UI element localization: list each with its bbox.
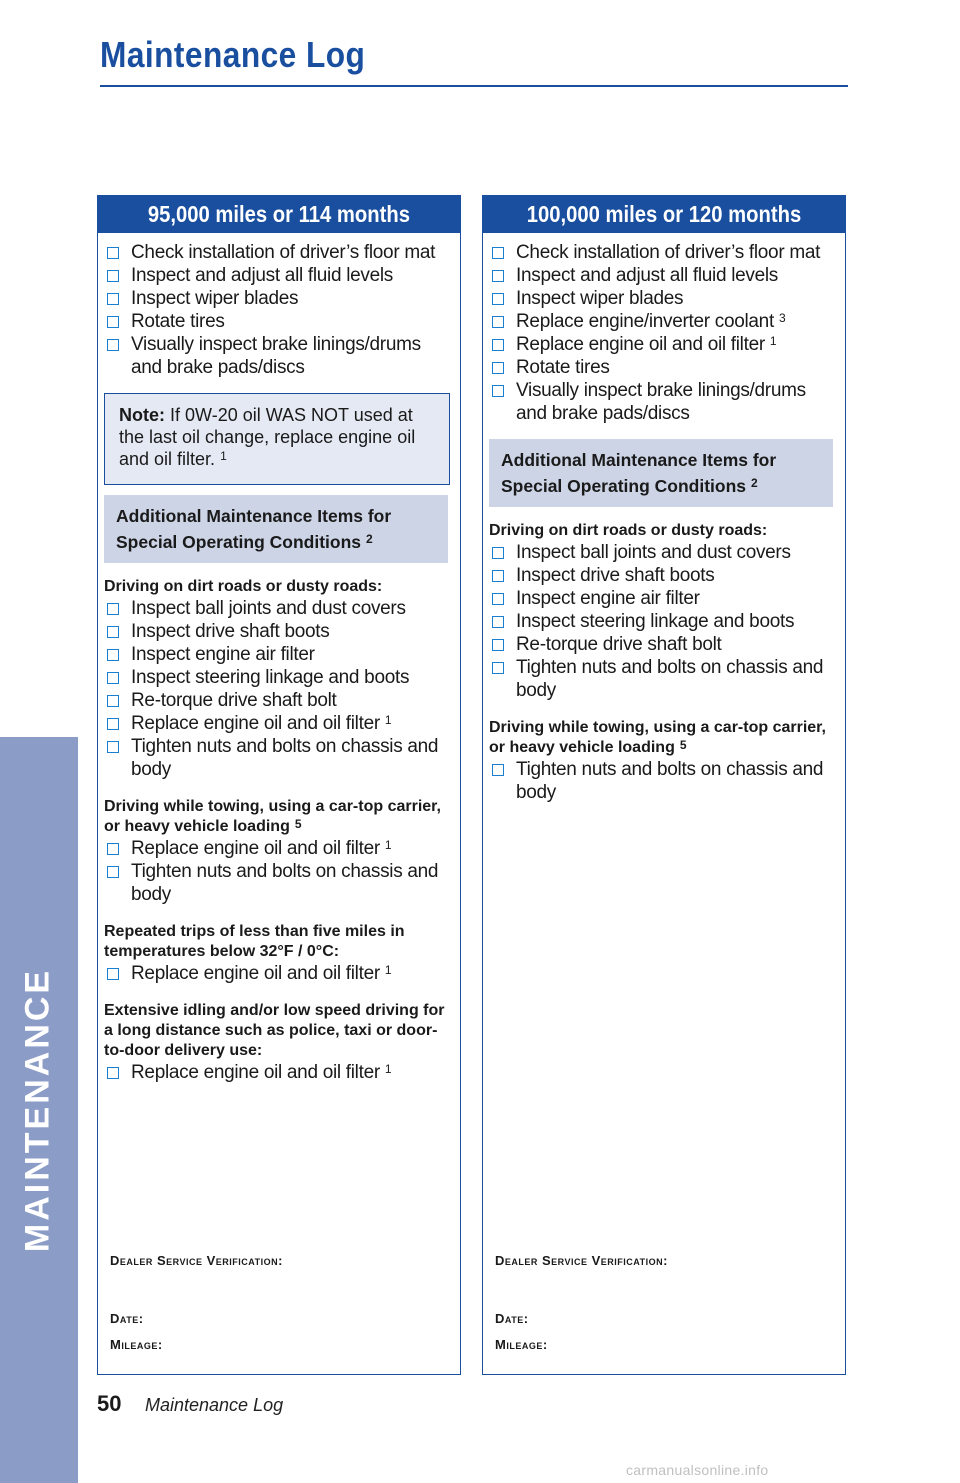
column-header-text: 100,000 miles or 120 months	[526, 201, 802, 227]
checklist-item-text: Inspect and adjust all fluid levels	[131, 265, 393, 286]
checkbox-icon[interactable]	[492, 293, 504, 305]
condition-title	[104, 922, 452, 962]
checklist-item-text: Replace engine oil and oil filter	[131, 713, 380, 734]
checkbox-icon[interactable]	[107, 293, 119, 305]
checklist-item-text: Inspect ball joints and dust covers	[131, 598, 406, 619]
mileage-label: Mileage:	[110, 1337, 163, 1352]
note-text: If 0W-20 oil WAS NOT used at the last oil change, replace engine oil and oil filter.	[119, 405, 416, 469]
checkbox-icon[interactable]	[107, 741, 119, 753]
footer-label: Maintenance Log	[145, 1395, 284, 1415]
checklist-item	[489, 241, 837, 264]
checkbox-icon[interactable]	[492, 593, 504, 605]
dealer-verification-label: Dealer Service Verification:	[495, 1253, 668, 1268]
checklist-item	[489, 310, 837, 333]
checklist-item-text: Check installation of driver’s floor mat	[516, 242, 821, 263]
checkbox-icon[interactable]	[107, 1067, 119, 1079]
note-label: Note:	[119, 405, 165, 425]
checklist-item	[489, 564, 837, 587]
footnote-sup: 1	[384, 963, 392, 977]
checklist-item-text: Inspect ball joints and dust covers	[516, 542, 791, 563]
checklist-item	[104, 287, 452, 310]
checklist-item-text: Tighten nuts and bolts on chassis and body	[516, 657, 824, 701]
checkbox-icon[interactable]	[107, 316, 119, 328]
checklist-item-text: Replace engine oil and oil filter	[131, 838, 380, 859]
checklist-item-text: Replace engine oil and oil filter	[131, 1062, 380, 1083]
checklist-item	[489, 541, 837, 564]
checkbox-icon[interactable]	[492, 247, 504, 259]
checklist-item	[104, 666, 452, 689]
checklist-item	[104, 643, 452, 666]
checklist-item-text: Check installation of driver’s floor mat	[131, 242, 436, 263]
checkbox-icon[interactable]	[492, 362, 504, 374]
checklist-item	[104, 241, 452, 264]
side-tab-label: MAINTENANCE	[18, 967, 57, 1253]
checkbox-icon[interactable]	[492, 764, 504, 776]
checklist-item	[104, 860, 452, 906]
oil-note	[104, 393, 450, 485]
special-title: Additional Maintenance Items for Special Operating Conditions	[501, 450, 777, 496]
standard-items	[104, 241, 452, 379]
condition-title	[104, 577, 452, 597]
page-number: 50	[97, 1391, 122, 1416]
column-95000	[97, 195, 461, 1375]
checklist-item	[489, 264, 837, 287]
condition-title-text: Driving while towing, using a car-top carrier, or heavy vehicle loading	[489, 719, 826, 756]
column-box	[97, 233, 461, 1375]
checklist-item-text: Replace engine oil and oil filter	[131, 963, 380, 984]
checkbox-icon[interactable]	[492, 639, 504, 651]
checklist-item-text: Visually inspect brake linings/drums and brake pads/discs	[516, 380, 806, 424]
checklist-item-text: Tighten nuts and bolts on chassis and body	[131, 861, 439, 905]
checkbox-icon[interactable]	[107, 866, 119, 878]
checklist-item	[489, 356, 837, 379]
checkbox-icon[interactable]	[107, 339, 119, 351]
checklist-item	[104, 689, 452, 712]
checkbox-icon[interactable]	[492, 616, 504, 628]
condition-title-text: Driving while towing, using a car-top carrier, or heavy vehicle loading	[104, 798, 441, 835]
conditions	[104, 577, 452, 1084]
checklist-item	[104, 962, 452, 985]
column-header-text: 95,000 miles or 114 months	[147, 201, 411, 227]
checklist-item-text: Tighten nuts and bolts on chassis and body	[131, 736, 439, 780]
checklist-item-text: Inspect steering linkage and boots	[516, 611, 795, 632]
condition-title-sup: 5	[294, 817, 302, 831]
checklist-item-text: Inspect and adjust all fluid levels	[516, 265, 778, 286]
checkbox-icon[interactable]	[107, 968, 119, 980]
checklist-item	[489, 758, 837, 804]
checklist-item-text: Inspect steering linkage and boots	[131, 667, 410, 688]
checklist-item	[104, 597, 452, 620]
standard-items	[489, 241, 837, 425]
dealer-verification-label: Dealer Service Verification:	[110, 1253, 283, 1268]
condition-title-text: Repeated trips of less than five miles in temperatures below 32°F / 0°C:	[104, 923, 405, 960]
checkbox-icon[interactable]	[492, 547, 504, 559]
checkbox-icon[interactable]	[107, 626, 119, 638]
conditions	[489, 521, 837, 804]
footnote-sup: 1	[384, 1062, 392, 1076]
checklist-item	[489, 656, 837, 702]
checklist-item-text: Inspect wiper blades	[516, 288, 684, 309]
column-100000	[482, 195, 846, 1375]
special-title: Additional Maintenance Items for Special Operating Conditions	[116, 506, 392, 552]
checkbox-icon[interactable]	[492, 385, 504, 397]
checkbox-icon[interactable]	[107, 843, 119, 855]
checklist-item-text: Inspect drive shaft boots	[516, 565, 715, 586]
column-box	[482, 233, 846, 1375]
checklist-item	[489, 587, 837, 610]
special-conditions-header	[104, 495, 448, 563]
checklist-item-text: Visually inspect brake linings/drums and brake pads/discs	[131, 334, 421, 378]
checklist-item	[489, 333, 837, 356]
condition-title	[489, 521, 837, 541]
condition-title-text: Driving on dirt roads or dusty roads:	[104, 578, 383, 595]
checkbox-icon[interactable]	[107, 247, 119, 259]
footnote-sup: 1	[384, 713, 392, 727]
checklist-item-text: Inspect engine air filter	[516, 588, 700, 609]
checklist-item	[489, 633, 837, 656]
checklist-item-text: Inspect engine air filter	[131, 644, 315, 665]
checkbox-icon[interactable]	[492, 316, 504, 328]
title-rule	[100, 85, 848, 87]
checklist-item-text: Replace engine/inverter coolant	[516, 311, 774, 332]
condition-title	[104, 797, 452, 837]
checklist-item-text: Re-torque drive shaft bolt	[516, 634, 722, 655]
checklist-item-text: Re-torque drive shaft bolt	[131, 690, 337, 711]
note-sup: 1	[220, 449, 227, 463]
condition-title-text: Extensive idling and/or low speed driving for a long distance such as police, taxi or door-to-door delivery use:	[104, 1002, 445, 1059]
condition-title	[104, 1001, 452, 1061]
checklist-item	[104, 333, 452, 379]
special-sup: 2	[751, 476, 758, 490]
condition-title-sup: 5	[679, 738, 687, 752]
footnote-sup: 1	[384, 838, 392, 852]
page-title: Maintenance Log	[100, 34, 366, 75]
checklist-item-text: Inspect wiper blades	[131, 288, 299, 309]
checkbox-icon[interactable]	[492, 570, 504, 582]
date-label: Date:	[495, 1311, 529, 1326]
date-label: Date:	[110, 1311, 144, 1326]
checkbox-icon[interactable]	[492, 339, 504, 351]
checklist-item	[104, 264, 452, 287]
checkbox-icon[interactable]	[492, 270, 504, 282]
footnote-sup: 3	[778, 311, 786, 325]
checklist-item-text: Inspect drive shaft boots	[131, 621, 330, 642]
checklist-item	[104, 620, 452, 643]
checkbox-icon[interactable]	[107, 672, 119, 684]
column-header	[97, 195, 461, 233]
checklist-item	[489, 610, 837, 633]
checkbox-icon[interactable]	[492, 662, 504, 674]
checklist-item	[104, 1061, 452, 1084]
checklist-item-text: Rotate tires	[516, 357, 610, 378]
condition-title	[489, 718, 837, 758]
condition-title-text: Driving on dirt roads or dusty roads:	[489, 522, 768, 539]
checklist-item	[489, 287, 837, 310]
watermark: carmanualsonline.info	[626, 1462, 769, 1478]
checklist-item	[104, 712, 452, 735]
special-conditions-header	[489, 439, 833, 507]
checkbox-icon[interactable]	[107, 603, 119, 615]
checkbox-icon[interactable]	[107, 718, 119, 730]
footnote-sup: 1	[769, 334, 777, 348]
checklist-item-text: Replace engine oil and oil filter	[516, 334, 765, 355]
column-header	[482, 195, 846, 233]
checkbox-icon[interactable]	[107, 649, 119, 661]
checklist-item	[104, 837, 452, 860]
checklist-item-text: Tighten nuts and bolts on chassis and body	[516, 759, 824, 803]
checkbox-icon[interactable]	[107, 695, 119, 707]
checklist-item	[489, 379, 837, 425]
checklist-item	[104, 310, 452, 333]
checkbox-icon[interactable]	[107, 270, 119, 282]
checklist-item	[104, 735, 452, 781]
special-sup: 2	[366, 532, 373, 546]
mileage-label: Mileage:	[495, 1337, 548, 1352]
checklist-item-text: Rotate tires	[131, 311, 225, 332]
